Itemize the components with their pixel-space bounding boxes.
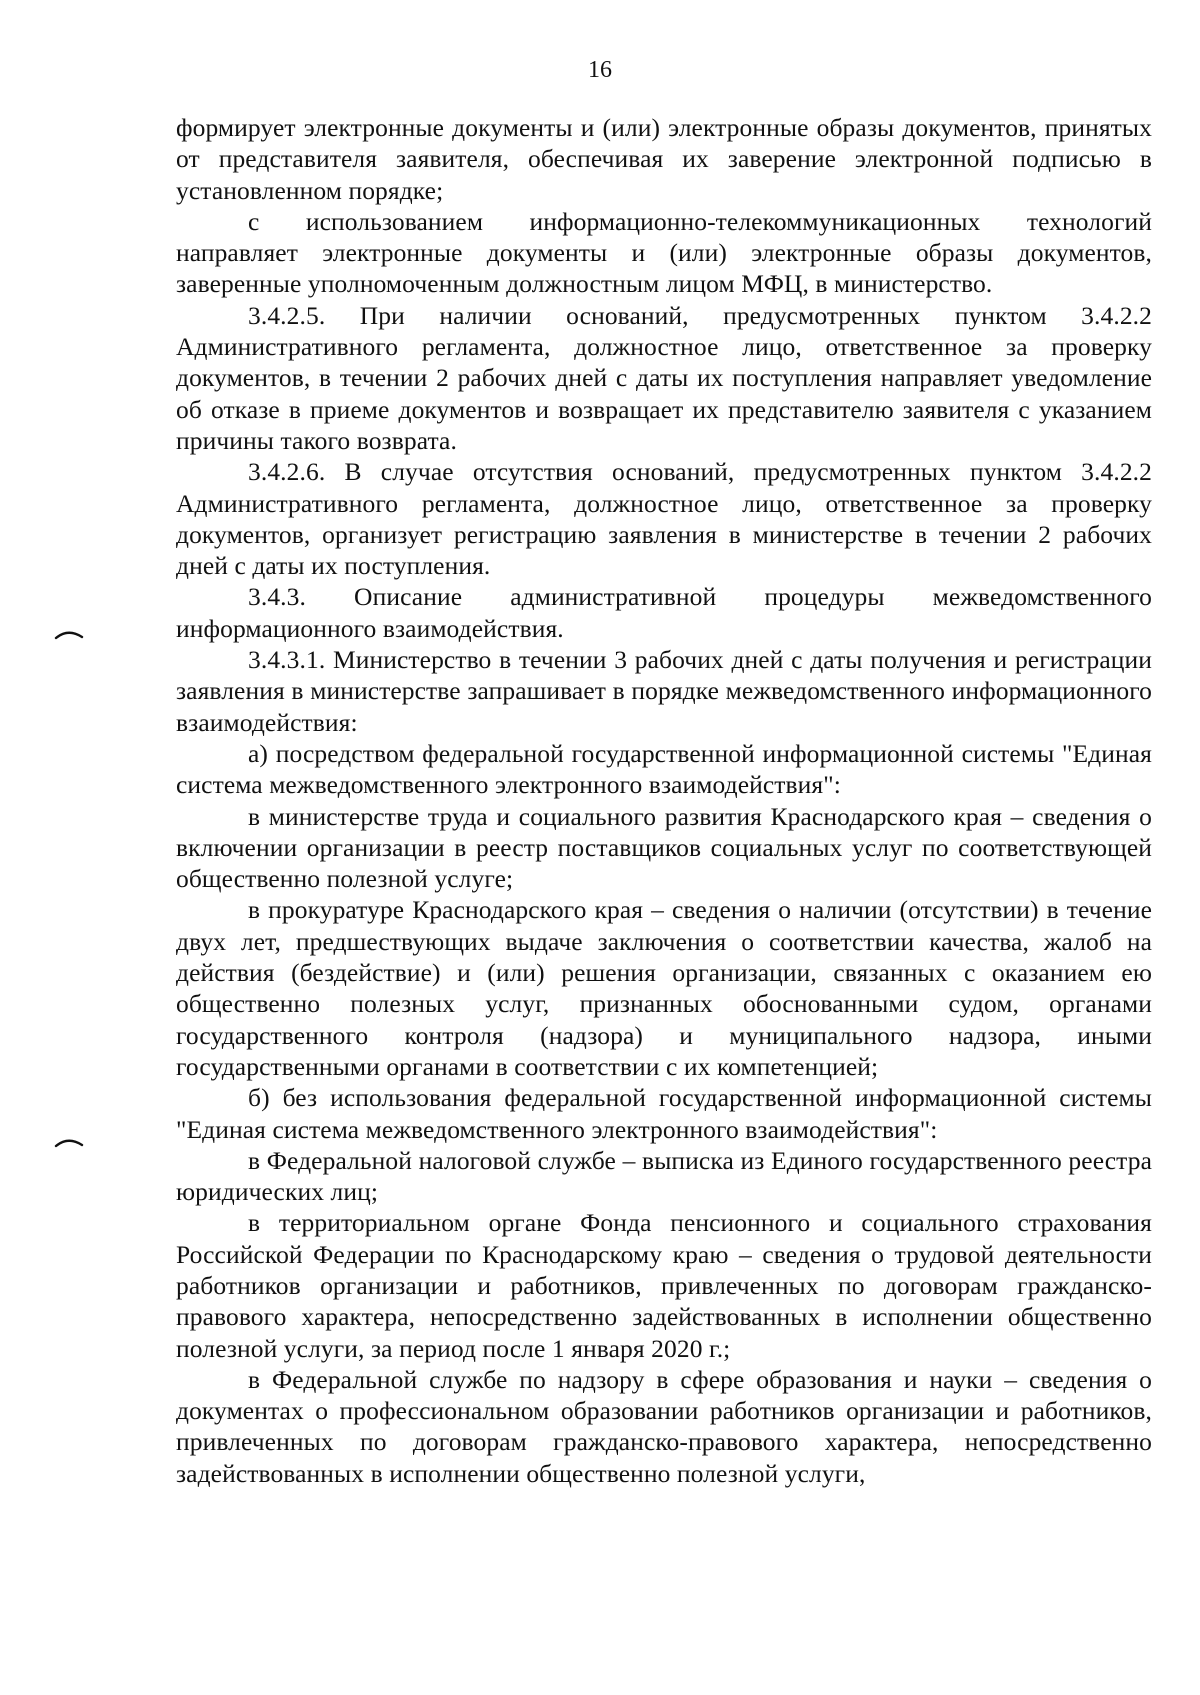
paragraph: в прокуратуре Краснодарского края – сведения о наличии (отсутствии) в течение двух лет, предшествующих выдаче заключения о соответствии качества, жалоб на действия (бездействие) и (или) решения организации, связанных с оказанием ею общественно полезных услуг, признанных обоснованными судом, органами государственного контроля (надзора) и муниципального надзора, иными государственными органами в соответствии с их компетенцией; — [176, 895, 1152, 1081]
paragraph: в Федеральной налоговой службе – выписка из Единого государственного реестра юридических лиц; — [176, 1145, 1152, 1207]
paragraph: с использованием информационно-телекоммуникационных технологий направляет электронные документы и (или) электронные образы документов, заверенные уполномоченным должностным лицом МФЦ, в министерство. — [176, 206, 1152, 299]
paragraph: в территориальном органе Фонда пенсионного и социального страхования Российской Федерации по Краснодарскому краю – сведения о трудовой деятельности работников организации и работников, привлеченных по договорам гражданско-правового характера, непосредственно задействованных в исполнении общественно полезной услуги, за период после 1 января 2020 г.; — [176, 1208, 1152, 1363]
paragraph: 3.4.3.1. Министерство в течении 3 рабочих дней с даты получения и регистрации заявления в министерстве запрашивает в порядке межведомственного информационного взаимодействия: — [176, 645, 1152, 737]
paragraph: а) посредством федеральной государственной информационной системы "Единая система межведомственного электронного взаимодействия": — [176, 738, 1152, 800]
paragraph: в министерстве труда и социального развития Краснодарского края – сведения о включении организации в реестр поставщиков социальных услуг по соответствующей общественно полезной услуге; — [176, 801, 1152, 894]
page-number: 16 — [588, 57, 612, 83]
paragraph: 3.4.3. Описание административной процедуры межведомственного информационного взаимодействия. — [176, 582, 1152, 643]
paragraph: в Федеральной службе по надзору в сфере образования и науки – сведения о документах о профессиональном образовании работников организации и работников, привлеченных по договорам гражданско-правового характера, непосредственно задействованных в исполнении общественно полезной услуги, — [176, 1364, 1152, 1488]
paragraph: б) без использования федеральной государственной информационной системы "Единая система межведомственного электронного взаимодействия": — [176, 1083, 1152, 1144]
paragraph: 3.4.2.6. В случае отсутствия оснований, предусмотренных пунктом 3.4.2.2 Административного регламента, должностное лицо, ответственное за проверку документов, организует регистрацию заявления в министерстве в течении 2 рабочих дней с даты их поступления. — [176, 457, 1152, 581]
paragraph: формирует электронные документы и (или) электронные образы документов, принятых от представителя заявителя, обеспечивая их заверение электронной подписью в установленном порядке; — [176, 113, 1152, 205]
document-body — [176, 112, 1152, 1489]
margin-hole-mark — [54, 628, 84, 640]
margin-hole-mark — [54, 1136, 84, 1148]
paragraph: 3.4.2.5. При наличии оснований, предусмотренных пунктом 3.4.2.2 Административного регламента, должностное лицо, ответственное за проверку документов, в течении 2 рабочих дней с даты их поступления направляет уведомление об отказе в приеме документов и возвращает их представителю заявителя с указанием причины такого возврата. — [176, 300, 1152, 455]
